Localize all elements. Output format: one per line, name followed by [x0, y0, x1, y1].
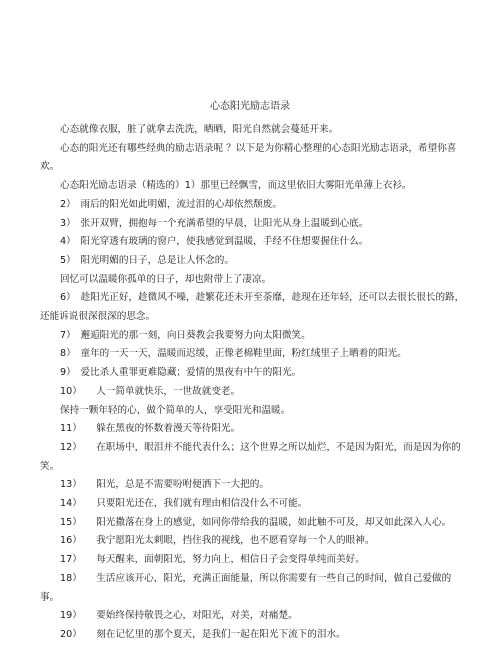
- paragraph: 回忆可以温暖你孤单的日子，却也附带上了凄凉。: [60, 273, 272, 285]
- document-title: 心态阳光励志语录: [210, 101, 290, 112]
- paragraph: 心态就像衣服，脏了就拿去洗洗，晒晒，阳光自然就会蔓延开来。: [60, 124, 339, 135]
- paragraph: 11） 躲在黑夜的怀数着漫天等待阳光。: [60, 423, 241, 435]
- paragraph: 6） 趁阳光正好，趁微风不噪，趁繁花还未开至荼靡，趁现在还年轻，还可以去很长很长的路，还能诉说很深很深的思念。: [40, 292, 465, 323]
- paragraph: 13） 阳光，总是不需要吩咐便洒下一大把的。: [60, 479, 269, 491]
- paragraph: 12） 在职场中，眼泪并不能代表什么；这个世界之所以灿烂，不是因为阳光，而是因为你的笑。: [40, 441, 461, 472]
- paragraph: 15） 阳光撒落在身上的感觉，如同你带给我的温暖，如此触不可及，却又如此深入人心。: [60, 516, 452, 528]
- paragraph: 19） 要始终保持敬畏之心，对阳光，对美，对痛楚。: [60, 610, 298, 622]
- paragraph: 2） 雨后的阳光如此明媚，流过泪的心却依然颓废。: [60, 198, 282, 210]
- paragraph: 10） 人一简单就快乐，一世故就变老。: [60, 385, 241, 397]
- paragraph: 9） 爱比杀人重罪更难隐藏；爱情的黑夜有中午的阳光。: [60, 367, 302, 379]
- paragraph: 5） 阳光明媚的日子，总是让人怀念的。: [60, 254, 234, 266]
- paragraph: 16） 我宁愿阳光太刺眼，挡住我的视线，也不愿看穿每一个人的眼神。: [60, 535, 375, 547]
- paragraph: 8） 童年的一天一天，温暖而迟缓，正像老棉鞋里面，粉红绒里子上晒着的阳光。: [60, 348, 407, 360]
- paragraph: 心态阳光励志语录（精选的）1）那里已经飘雪，而这里依旧大雾阳光单薄上衣衫。: [60, 180, 412, 192]
- paragraph: 18） 生活应该开心，阳光，充满正面能量，所以你需要有一些自己的时间，做自己爱做的事。: [40, 572, 452, 603]
- paragraph: 20） 刻在记忆里的那个夏天，是我们一起在阳光下流下的泪水。: [60, 628, 346, 640]
- paragraph: 17） 每天醒来，面朝阳光，努力向上，相信日子会变得单纯而美好。: [60, 554, 365, 566]
- paragraph: 4） 阳光穿透有玻璃的窗户，使我感觉到温暖，手经不住想要握住什么。: [60, 236, 369, 248]
- paragraph: 14） 只要阳光还在，我们就有理由相信没什么不可能。: [60, 498, 308, 510]
- paragraph: 保持一颗年轻的心，做个简单的人，享受阳光和温暖。: [60, 404, 291, 416]
- paragraph: 3） 张开双臂，拥抱每一个充满希望的早晨，让阳光从身上温暖到心底。: [60, 217, 369, 229]
- paragraph: 心态的阳光还有哪些经典的励志语录呢 ？以下是为你精心整理的心态阳光励志语录，希望你喜欢。: [40, 142, 457, 173]
- document-body: [40, 121, 468, 645]
- paragraph: 7） 邂逅阳光的那一刻，向日葵教会我要努力向太阳微笑。: [60, 329, 311, 341]
